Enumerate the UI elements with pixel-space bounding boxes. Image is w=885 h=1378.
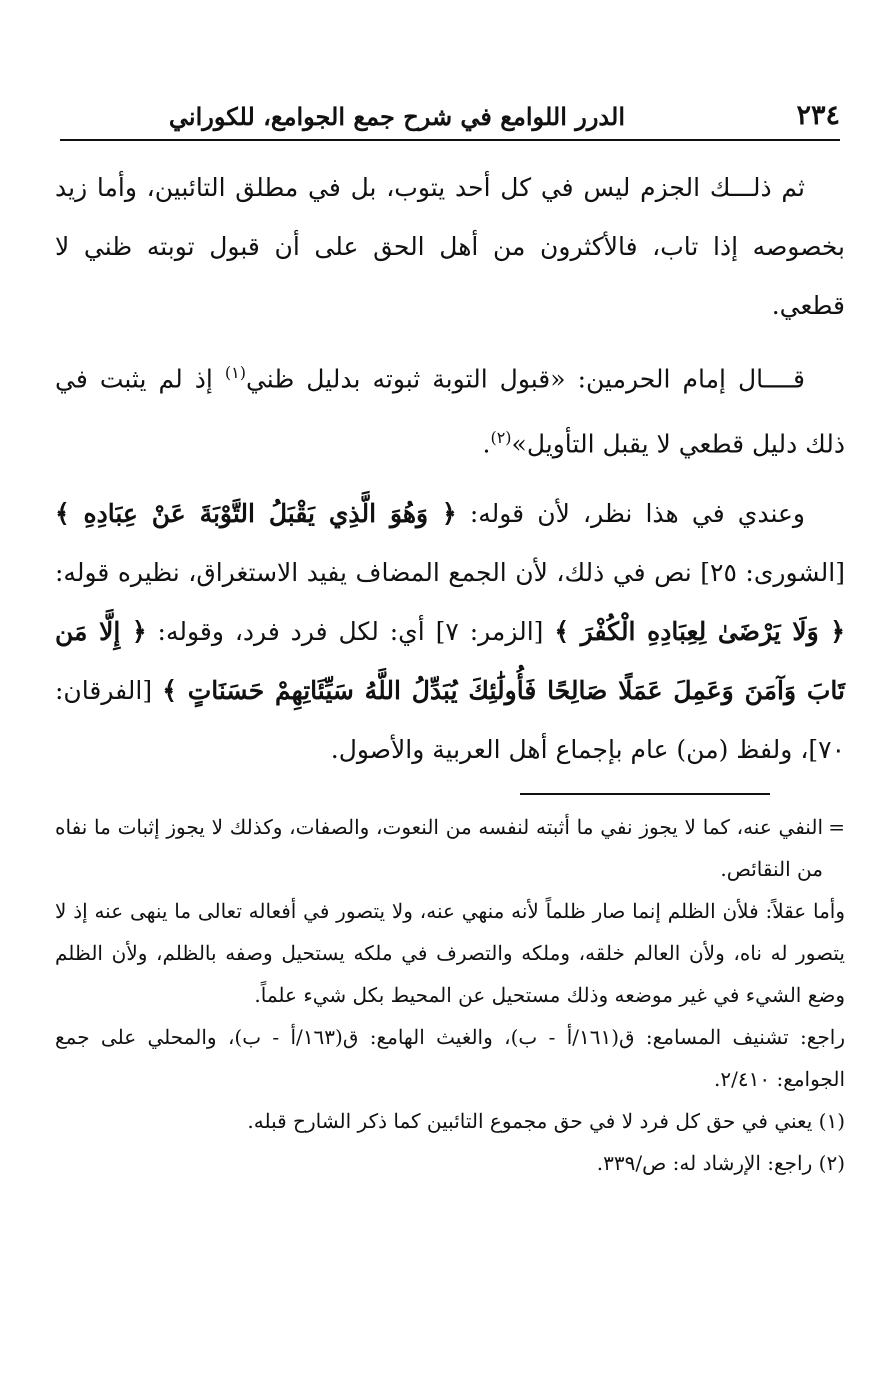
running-header: [60, 100, 840, 140]
footnote-2: [55, 1142, 845, 1184]
footnote-continuation-3: راجع: تشنيف المسامع: ق(١٦١/أ - ب)، والغيث الهامع: ق(١٦٣/أ - ب)، والمحلي على جمع الجوامع: ٢/٤١٠.: [55, 1025, 846, 1091]
header-rule: [60, 139, 840, 141]
footnote-2-text: راجع: الإرشاد له: ص/٣٣٩.: [596, 1151, 813, 1175]
quran-verse-2: ﴿ وَلَا يَرْضَىٰ لِعِبَادِهِ الْكُفْرَ ﴾: [554, 616, 846, 646]
footnote-1-marker: (١): [818, 1109, 845, 1133]
continuation-marker: =: [828, 815, 845, 839]
quran-verse-3: ﴿ إِلَّا مَن تَابَ وَآمَنَ وَعَمِلَ عَمَلًا صَالِحًا فَأُولَٰئِكَ يُبَدِّلُ اللَّهُ سَيِّئَاتِهِمْ حَسَنَاتٍ ﴾: [55, 616, 845, 705]
page-number: ٢٣٤: [796, 100, 840, 131]
paragraph-3-text-b: [الشورى: ٢٥] نص في ذلك، لأن الجمع المضاف يفيد الاستغراق، نظيره قوله:: [55, 557, 845, 587]
footnote-separator: [520, 793, 770, 795]
quran-verse-1: ﴿ وَهُوَ الَّذِي يَقْبَلُ التَّوْبَةَ عَنْ عِبَادِهِ ﴾: [55, 498, 457, 528]
footnote-ref-1: (١): [224, 363, 246, 382]
paragraph-3-text-d: [الفرقان: ٧٠]، ولفظ (من) عام بإجماع أهل العربية والأصول.: [55, 675, 845, 764]
footnote-1-text: يعني في حق كل فرد لا في حق مجموع التائبين كما ذكر الشارح قبله.: [247, 1109, 813, 1133]
running-title: الدرر اللوامع في شرح جمع الجوامع، للكوراني: [168, 102, 625, 131]
paragraph-1: [55, 158, 845, 335]
footnote-2-marker: (٢): [818, 1151, 845, 1175]
footnote-continuation-1-text: النفي عنه، كما لا يجوز نفي ما أثبته لنفسه من النعوت، والصفات، وكذلك لا يجوز إثبات ما نفاه من النقائص.: [55, 815, 823, 881]
paragraph-2: [55, 343, 845, 474]
footnote-1: [55, 1100, 845, 1142]
quote-text-a: قــــال إمام الحرمين: «قبول التوبة ثبوته بدليل ظني: [245, 364, 805, 394]
footnotes: [55, 806, 845, 1184]
footnote-ref-2: (٢): [490, 428, 512, 448]
paragraph-3-text-c: [الزمر: ٧] أي: لكل فرد فرد، وقوله:: [146, 616, 555, 646]
quote-text-b: إذ لم يثبت في ذلك دليل قطعي لا يقبل التأويل»: [55, 364, 845, 459]
footnote-continuation-1: [55, 806, 845, 890]
paragraph-1-text: ثم ذلـــك الجزم ليس في كل أحد يتوب، بل في مطلق التائبين، وأما زيد بخصوصه إذا تاب، فالأكثرون من أهل الحق على أن قبول توبته ظني لا قطعي.: [55, 173, 845, 320]
footnote-continuation-2: وأما عقلاً: فلأن الظلم إنما صار ظلماً لأنه منهي عنه، ولا يتصور في أفعاله تعالى ما ينهى عنه إذ لا يتصور له ناه، ولأن العالم خلقه، وملكه والتصرف في ملكه يستحيل وصفه بالظلم، ولأن الظلم وضع الشيء في غير موضعه وذلك مستحيل عن المحيط بكل شيء علماً.: [55, 899, 845, 1007]
main-text: [55, 158, 845, 779]
quote-text-c: .: [482, 429, 491, 459]
paragraph-3-text-a: وعندي في هذا نظر، لأن قوله:: [456, 498, 806, 528]
paragraph-3: [55, 484, 845, 779]
